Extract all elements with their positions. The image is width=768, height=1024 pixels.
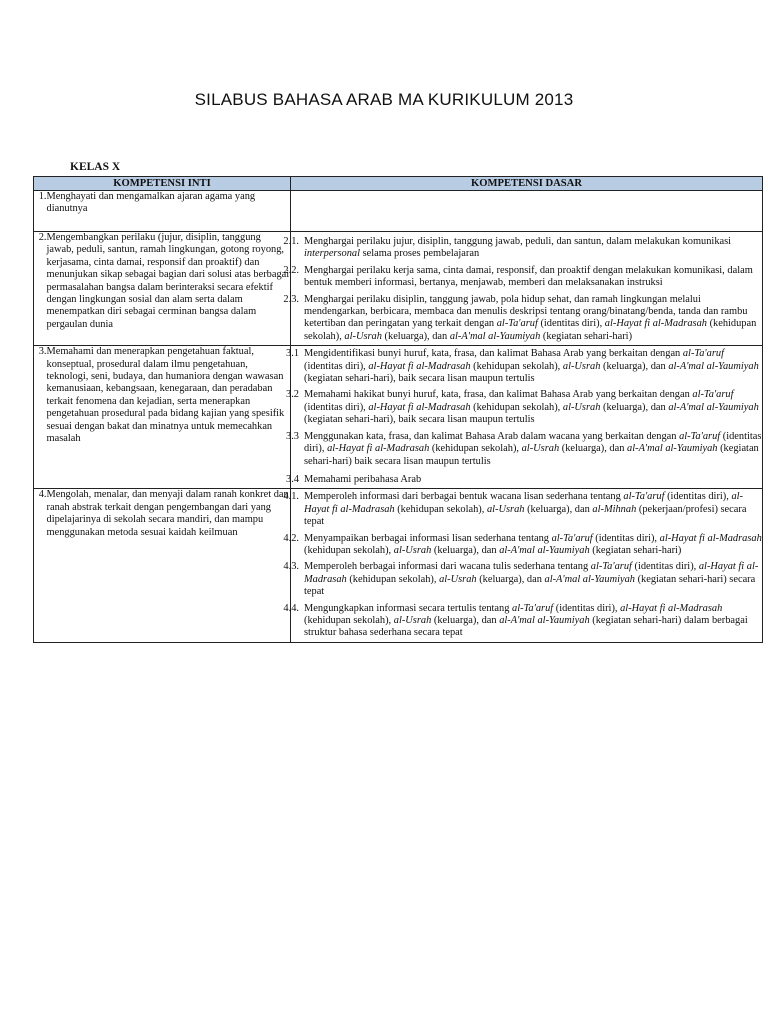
kd-number: 2.3.	[283, 293, 299, 305]
kd-text: (identitas diri),	[304, 401, 369, 413]
kd-text: (identitas diri),	[664, 491, 732, 503]
kd-italic: al-A'mal al-Yaumiyah	[499, 544, 590, 556]
ki-text: Mengolah, menalar, dan menyaji dalam ranah konkret dan ranah abstrak terkait dengan pengembangan dari yang dipelajarinya di sekolah secara mandiri, dan mampu menggunakan metoda sesuai kaidah keilmuan	[47, 489, 291, 642]
kd-text: Menghargai perilaku disiplin, tanggung jawab, pola hidup sehat, dan ramah lingkungan melalui mendengarkan, berbicara, membaca dan menulis deskripsi tentang orang/binatang/benda, tanda dan rambu ketertiban dan peringatan yang terkait dengan	[304, 293, 748, 330]
kd-cell	[286, 346, 763, 489]
kd-text: (keluarga), dan	[600, 401, 669, 413]
kd-italic: al-Hayat fi al-Madrasah	[368, 360, 471, 372]
kd-text: (identitas diri),	[304, 360, 369, 372]
ki-text: Mengembangkan perilaku (jujur, disiplin, tanggung jawab, peduli, santun, ramah lingkungan, gotong royong, kerjasama, cinta damai, responsif dan proaktif) dan menunjukan sikap sebagai bagian dari solusi atas berbagai permasalahan bangsa dalam berinteraksi secara efektif dengan lingkungan sosial dan alam serta dalam menempatkan diri sebagai cerminan bangsa dalam pergaulan dunia	[47, 232, 291, 346]
kd-italic: al-Usrah	[562, 360, 601, 372]
kd-text: (kehidupan sekolah),	[470, 360, 563, 372]
kd-italic: al-Ta'aruf	[590, 561, 632, 573]
kd-text: (identitas diri),	[553, 602, 621, 614]
kd-italic: al-Ta'aruf	[679, 430, 721, 442]
kd-text: (kehidupan sekolah),	[304, 544, 394, 556]
kd-italic: al-Usrah	[486, 503, 525, 515]
kd-text: (keluarga), dan	[600, 360, 669, 372]
kd-italic: al-Mihnah	[592, 503, 637, 515]
kd-text: (kehidupan sekolah),	[470, 401, 563, 413]
kd-italic: al-Usrah	[439, 573, 477, 585]
kd-italic: al-A'mal al-Yaumiyah	[668, 401, 759, 413]
kd-text: Menggunakan kata, frasa, dan kalimat Bahasa Arab dalam wacana yang berkaitan dengan	[304, 430, 680, 442]
kd-item	[283, 561, 762, 598]
kd-item	[283, 293, 762, 344]
kd-number: 3.4	[286, 473, 299, 485]
kd-text: (kegiatan sehari-hari) secara tepat	[304, 573, 756, 598]
kd-text: (kegiatan sehari-hari)	[540, 330, 633, 342]
kd-number: 3.2	[286, 389, 299, 401]
kd-italic: al-Ta'aruf	[682, 348, 724, 360]
kd-cell	[283, 232, 763, 346]
kd-italic: al-Usrah	[393, 614, 432, 626]
kd-text: (keluarga), dan	[431, 614, 500, 626]
kd-text: Memperoleh berbagai informasi dari wacana tulis sederhana tentang	[304, 561, 591, 573]
kd-italic: al-A'mal al-Yaumiyah	[544, 573, 635, 585]
kd-italic: al-Ta'aruf	[496, 318, 538, 330]
kd-text: (kegiatan sehari-hari), baik secara lisan maupun tertulis	[304, 373, 535, 385]
ki-text: Memahami dan menerapkan pengetahuan faktual, konseptual, prosedural dalam ilmu pengetahuan, teknologi, seni, budaya, dan humaniora dengan wawasan kemanusiaan, kebangsaan, kenegaraan, dan peradaban terkait fenomena dan kejadian, serta menerapkan pengetahuan prosedural pada bidang kajian yang spesifik sesuai dengan bakat dan minatnya untuk memecahkan masalah	[47, 346, 291, 489]
kd-text: (keluarga), dan	[476, 573, 545, 585]
kd-text: Mengidentifikasi bunyi huruf, kata, frasa, dan kalimat Bahasa Arab yang berkaitan dengan	[304, 348, 683, 360]
kd-item	[283, 602, 762, 640]
kd-number: 4.2.	[283, 532, 299, 544]
kd-text: Menghargai perilaku kerja sama, cinta damai, responsif, dan proaktif dengan melakukan komunikasi, dalam bentuk memberi informasi, bertanya, menjawab, memberi dan melaksanakan instruksi	[304, 264, 753, 289]
kd-item	[286, 389, 762, 426]
table-row	[34, 346, 763, 489]
kd-text: (kehidupan sekolah),	[346, 573, 440, 585]
ki-number: 2.	[34, 232, 47, 346]
header-kompetensi-inti: KOMPETENSI INTI	[34, 177, 291, 191]
kd-italic: al-A'mal al-Yaumiyah	[627, 443, 718, 455]
kd-text: Memahami peribahasa Arab	[304, 473, 422, 485]
kd-italic: al-Ta'aruf	[512, 602, 554, 614]
kd-italic: al-Usrah	[562, 401, 601, 413]
kd-text: Menghargai perilaku jujur, disiplin, tanggung jawab, peduli, dan santun, dalam melakukan komunikasi	[304, 236, 732, 247]
kd-italic: al-Usrah	[393, 544, 432, 556]
table-header-row	[34, 177, 763, 191]
kd-italic: al-Ta'aruf	[551, 532, 593, 544]
ki-text: Menghayati dan mengamalkan ajaran agama yang dianutnya	[47, 191, 291, 232]
kd-italic: al-Ta'aruf	[623, 491, 665, 503]
kd-text: (keluarga), dan	[524, 503, 593, 515]
kd-text: selama proses pembelajaran	[360, 248, 480, 260]
ki-number: 1.	[34, 191, 47, 232]
kd-text: (kegiatan sehari-hari), baik secara lisan maupun tertulis	[304, 414, 535, 426]
kd-italic: al-Usrah	[521, 443, 560, 455]
kd-number: 4.3.	[283, 561, 299, 573]
kd-italic: al-Hayat fi al-Madrasah	[304, 491, 743, 515]
kd-italic: al-A'mal al-Yaumiyah	[449, 330, 541, 342]
ki-number: 4.	[34, 489, 47, 642]
kd-item	[286, 348, 762, 385]
kd-number: 2.1.	[283, 236, 299, 247]
kd-text: (pekerjaan/profesi) secara tepat	[304, 503, 747, 528]
kd-number: 4.1.	[283, 491, 299, 503]
kd-cell	[283, 489, 763, 642]
kd-italic: al-Hayat fi al-Madrasah	[327, 443, 430, 455]
kd-italic: al-Hayat fi al-Madrasah	[604, 318, 707, 330]
table-row	[34, 191, 763, 232]
kd-italic: al-Hayat fi al-Madrasah	[304, 561, 759, 585]
kd-text: (kegiatan sehari-hari) dalam berbagai struktur bahasa sederhana secara tepat	[304, 614, 748, 639]
kd-text: (kehidupan sekolah),	[304, 318, 757, 342]
kd-text: (kehidupan sekolah),	[429, 443, 522, 455]
kd-text: (keluarga), dan	[431, 544, 500, 556]
kd-text: (keluarga), dan	[559, 443, 628, 455]
kd-italic: al-A'mal al-Yaumiyah	[499, 614, 590, 626]
kd-text: (identitas diri),	[592, 532, 660, 544]
table-row	[34, 489, 763, 642]
kd-text: Memahami hakikat bunyi huruf, kata, frasa, dan kalimat Bahasa Arab yang berkaitan dengan	[304, 389, 693, 401]
kd-italic: al-Hayat fi al-Madrasah	[620, 602, 723, 614]
kd-item	[286, 430, 762, 468]
class-label: KELAS X	[70, 161, 121, 173]
kd-italic: al-Ta'aruf	[692, 389, 734, 401]
kd-italic: al-Hayat fi al-Madrasah	[368, 401, 471, 413]
kd-text: Menyampaikan berbagai informasi lisan sederhana tentang	[304, 532, 552, 544]
ki-number: 3.	[34, 346, 47, 489]
kd-item	[283, 236, 762, 261]
kd-text: (kegiatan sehari-hari)	[589, 544, 682, 556]
kd-text: Mengungkapkan informasi secara tertulis tentang	[304, 602, 513, 614]
kd-text: (kehidupan sekolah),	[394, 503, 487, 515]
kd-text: Memperoleh informasi dari berbagai bentuk wacana lisan sederhana tentang	[304, 491, 624, 503]
kd-italic: interpersonal	[304, 248, 360, 260]
kd-item	[286, 473, 762, 486]
kd-item	[283, 264, 762, 290]
kd-text: (identitas diri),	[631, 561, 699, 573]
header-kompetensi-dasar: KOMPETENSI DASAR	[291, 177, 763, 191]
kd-text: (kehidupan sekolah),	[304, 614, 394, 626]
syllabus-table	[33, 176, 763, 643]
kd-cell-empty	[291, 191, 763, 232]
kd-text: (keluarga), dan	[381, 330, 450, 342]
document-title: SILABUS BAHASA ARAB MA KURIKULUM 2013	[194, 90, 574, 109]
kd-text: (kegiatan sehari-hari) baik secara lisan maupun tertulis	[304, 443, 759, 467]
kd-number: 4.4.	[283, 602, 299, 614]
kd-item	[283, 491, 762, 528]
table-row	[34, 232, 763, 346]
kd-number: 2.2.	[283, 264, 299, 276]
kd-number: 3.1	[286, 348, 299, 360]
kd-text: (identitas diri),	[304, 430, 762, 455]
kd-number: 3.3	[286, 430, 299, 442]
kd-text: (identitas diri),	[537, 318, 605, 330]
kd-italic: al-A'mal al-Yaumiyah	[668, 360, 759, 372]
kd-item	[283, 532, 762, 558]
kd-italic: al-Hayat fi al-Madrasah	[659, 532, 762, 544]
kd-italic: al-Usrah	[344, 330, 382, 342]
